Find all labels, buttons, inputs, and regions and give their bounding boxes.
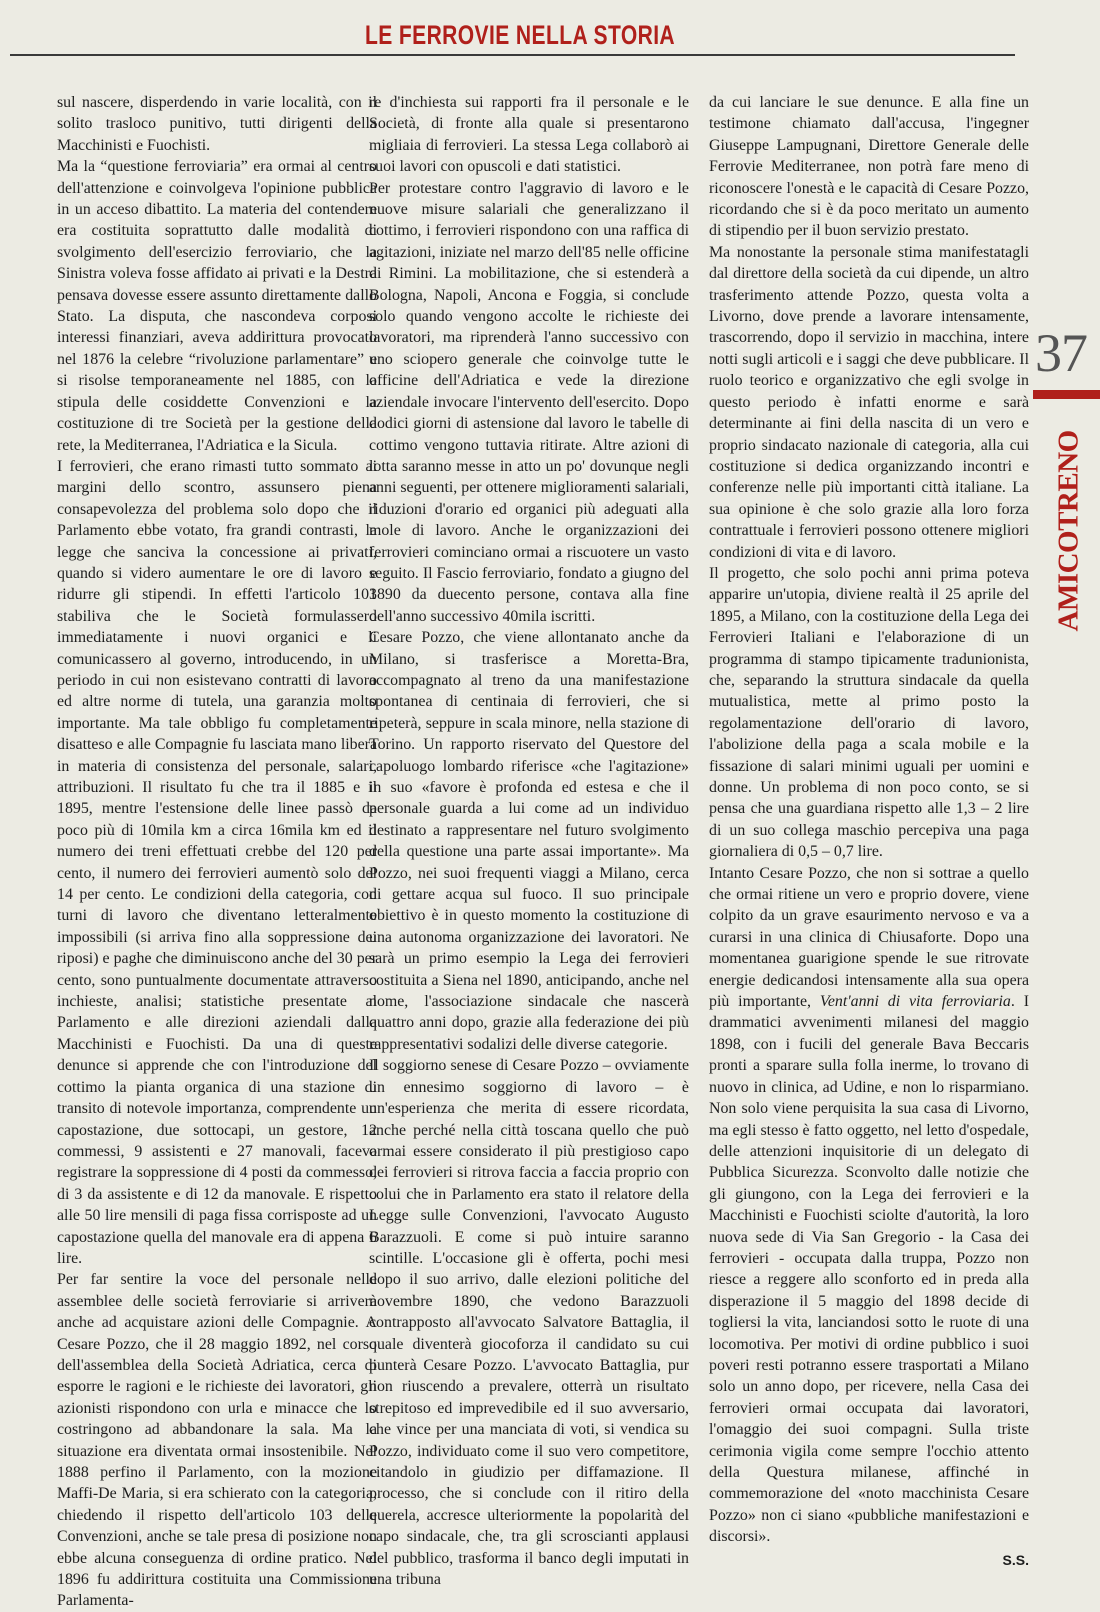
paragraph: Cesare Pozzo, che viene allontanato anche da Milano, si trasferisce a Moretta-Bra, accompagnato al treno da una manifestazione spontanea di centinaia di ferrovieri, che si ripeterà, seppure in scala minore, nella stazione di Torino. Un rapporto riservato del Questore del capoluogo lombardo riferisce «che l'agitazione» in suo «favore è profonda ed estesa e che il personale guarda a lui come ad un individuo destinato a rappresentare nel futuro svolgimento della questione una parte assai importante». Ma Pozzo, nei suoi frequenti viaggi a Milano, cerca di gettare acqua sul fuoco. Il suo principale obiettivo è in questo momento la costituzione di una autonoma organizzazione dei lavoratori. Ne sarà un primo esempio la Lega dei ferrovieri costituita a Siena nel 1890, anticipando, anche nel nome, l'associazione sindacale che nascerà quattro anni dopo, grazie alla federazione dei più rappresentativi sodalizi delle diverse categorie. xyxy=(369,629,689,1053)
paragraph: Il progetto, che solo pochi anni prima poteva apparire un'utopia, diviene realtà il 25 aprile del 1895, a Milano, con la costituzione della Lega dei Ferrovieri Italiani e l'elaborazione di un programma di stampo tipicamente tradunionista, che, separando la struttura sindacale da quella mutualistica, mette al primo posto la regolamentazione dell'orario di lavoro, l'abolizione della paga a scala mobile e la fissazione di salari minimi uguali per uomini e donne. Un problema di non poco conto, se si pensa che una guardiana rispetto alle 1,3 – 2 lire di un suo collega maschio percepiva una paga giornaliera di 0,5 – 0,7 lire. xyxy=(709,564,1029,861)
paragraph: re d'inchiesta sui rapporti fra il personale e le Società, di fronte alla quale si presentarono migliaia di ferrovieri. La stessa Lega collaborò ai suoi lavori con opuscoli e dati statistici. xyxy=(369,94,689,176)
book-title: Vent'anni di vita ferroviaria xyxy=(819,993,1011,1011)
paragraph: Intanto Cesare Pozzo, che non si sottrae a quello che ormai ritiene un vero e proprio dovere, viene colpito da un grave esaurimento nervoso e va a curarsi in una clinica di Chiusaforte. Dopo una momentanea guarigione spende le sue ritrovate energie dedicandosi intensamente alla sua opera più importante, Vent'anni di vita ferroviaria. I drammatici avvenimenti milanesi del maggio 1898, con i fucili del generale Bava Beccaris pronti a sparare sulla folla inerme, lo trovano di nuovo in clinica, ad Udine, e non lo risparmiano. Non solo viene perquisita la sua casa di Livorno, ma egli stesso è fatto oggetto, nel letto d'ospedale, delle attenzioni inquisitorie di un delegato di Pubblica Sicurezza. Sconvolto dalle notizie che gli giungono, con la Lega dei ferrovieri e la Macchinisti e Fuochisti sciolte d'autorità, la loro nuova sede di Via San Gregorio - la Casa dei ferrovieri - occupata dalla truppa, Pozzo non riesce a reggere allo sconforto ed in preda alla disperazione il 5 maggio del 1898 decide di togliersi la vita, lanciandosi sotto le ruote di una locomotiva. Per motivi di ordine pubblico i suoi poveri resti potranno essere trasportati a Milano solo un anno dopo, per ricevere, nella Casa dei ferrovieri ormai occupata dai lavoratori, l'omaggio dei suoi compagni. Sulla triste cerimonia vigila come sempre l'occhio attento della Questura milanese, affinché in commemorazione del «noto macchinista Cesare Pozzo» non ci siano «pubbliche manifestazioni e discorsi». xyxy=(709,864,1030,1546)
paragraph: sul nascere, disperdendo in varie località, con il solito trasloco punitivo, tutti dirigenti della Macchinisti e Fuochisti. xyxy=(57,94,377,154)
paragraph: Ma nonostante la personale stima manifestatagli dal direttore della società da cui dipende, un altro trasferimento attende Pozzo, questa volta a Livorno, dove prende a lavorare intensamente, trascorrendo, dopo il servizio in macchina, intere notti sugli articoli e i saggi che deve pubblicare. Il ruolo teorico e organizzativo che egli svolge in questo periodo è infatti enorme e sarà determinante ai fini della nascita di un vero e proprio sindacato nazionale di categoria, alla cui costituzione si dedica organizzando incontri e conferenze nelle più importanti città italiane. La sua opinione è che solo grazie alla loro forza contrattuale i ferrovieri possono ottenere migliori condizioni di vita e di lavoro. xyxy=(709,243,1029,561)
header-divider xyxy=(10,54,1015,56)
paragraph: I ferrovieri, che erano rimasti tutto sommato ai margini dello scontro, assunsero piena consapevolezza del problema solo dopo che il Parlamento ebbe votato, fra grandi contrasti, la legge che sanciva la concessione ai privati, quando si videro aumentare le ore di lavoro e ridurre gli stipendi. In effetti l'articolo 103 stabiliva che le Società formulassero immediatamente i nuovi organici e li comunicassero al governo, introducendo, in un periodo in cui non esistevano contratti di lavoro ed altre norme di tutela, una garanzia molto importante. Ma tale obbligo fu completamente disatteso e alle Compagnie fu lasciata mano libera in materia di consistenza del personale, salari, attribuzioni. Il risultato fu che tra il 1885 e il 1895, mentre l'estensione delle linee passò da poco più di 10mila km a circa 16mila km ed il numero dei treni effettuati crebbe del 120 per cento, il numero dei ferrovieri aumentò solo del 14 per cento. Le condizioni della categoria, con turni di lavoro che diventano letteralmente impossibili (si arriva fino alla soppressione dei riposi) e paghe che diminuiscono anche del 30 per cento, sono puntualmente documentate attraverso inchieste, analisi; statistiche presentate al Parlamento e alle direzioni aziendali dalla Macchinisti e Fuochisti. Da una di queste denunce si apprende che con l'introduzione del cottimo la pianta organica di una stazione di transito di notevole importanza, comprendente un capostazione, due sottocapi, un gestore, 12 commessi, 9 assistenti e 27 manovali, faceva registrare la soppressione di 4 posti da commesso, di 3 da assistente e di 12 da manovale. E rispetto alle 50 lire mensili di paga fissa corrisposte ad un capostazione quella del manovale era di appena 6 lire. xyxy=(57,457,377,1267)
article-column-3 xyxy=(709,92,1029,1571)
article-column-1 xyxy=(57,92,377,1612)
author-signature: S.S. xyxy=(1002,1551,1029,1568)
brand-label: AMICOTRENO xyxy=(1052,430,1085,632)
paragraph: Per far sentire la voce del personale nelle assemblee delle società ferroviarie si arriverà anche ad acquistare azioni delle Compagnie. A Cesare Pozzo, che il 28 maggio 1892, nel corso dell'assemblea della Società Adriatica, cerca di esporre le ragioni e le richieste dei lavoratori, gli azionisti rispondono con urla e minacce che lo costringono ad abbandonare la sala. Ma la situazione era diventata ormai insostenibile. Nel 1888 perfino il Parlamento, con la mozione Maffi-De Maria, si era schierato con la categoria, chiedendo il rispetto dell'articolo 103 delle Convenzioni, anche se tale presa di posizione non ebbe alcuna conseguenza di ordine pratico. Nel 1896 fu addirittura costituita una Commissione Parlamenta- xyxy=(57,1271,377,1610)
paragraph: Per protestare contro l'aggravio di lavoro e le nuove misure salariali che generalizzano il cottimo, i ferrovieri rispondono con una raffica di agitazioni, iniziate nel marzo dell'85 nelle officine di Rimini. La mobilitazione, che si estenderà a Bologna, Napoli, Ancona e Foggia, si conclude solo quando vengono accolte le richieste dei lavoratori, ma riprenderà l'anno successivo con uno sciopero generale che coinvolge tutte le officine dell'Adriatica e vede la direzione aziendale invocare l'intervento dell'esercito. Dopo dodici giorni di astensione dal lavoro le tabelle di cottimo vengono tuttavia ritirate. Altre azioni di lotta saranno messe in atto un po' dovunque negli anni seguenti, per ottenere miglioramenti salariali, riduzioni d'orario ed organici più adeguati alla mole di lavoro. Anche le organizzazioni dei ferrovieri cominciano ormai a riscuotere un vasto seguito. Il Fascio ferroviario, fondato a giugno del 1890 da duecento persone, contava alla fine dell'anno successivo 40mila iscritti. xyxy=(369,179,689,625)
page-number-rule xyxy=(1033,390,1100,399)
page-title: LE FERROVIE NELLA STORIA xyxy=(364,20,676,50)
paragraph: Ma la “questione ferroviaria” era ormai al centro dell'attenzione e coinvolgeva l'opinione pubblica in un acceso dibattito. La materia del contendere era costituita soprattutto dalle modalità di svolgimento dell'esercizio ferroviario, che la Sinistra voleva fosse affidato ai privati e la Destra pensava dovesse essere assunto direttamente dallo Stato. La disputa, che nascondeva corposi interessi finanziari, aveva addirittura provocato nel 1876 la celebre “rivoluzione parlamentare” e si risolse temporaneamente nel 1885, con la stipula delle cosiddette Convenzioni e la costituzione di tre Società per la gestione della rete, la Mediterranea, l'Adriatica e la Sicula. xyxy=(57,158,377,454)
paragraph: da cui lanciare le sue denunce. E alla fine un testimone chiamato dall'accusa, l'ingegner Giuseppe Lampugnani, Direttore Generale delle Ferrovie Mediterranee, non potrà fare meno di riconoscere l'onestà e le capacità di Cesare Pozzo, ricordando che si è da poco meritato un aumento di stipendio per il buon servizio prestato. xyxy=(709,94,1029,240)
article-column-2 xyxy=(369,92,689,1590)
paragraph: Il soggiorno senese di Cesare Pozzo – ovviamente un ennesimo soggiorno di lavoro – è un'esperienza che merita di essere ricordata, anche perché nella città toscana quello che può ormai essere considerato il più prestigioso capo dei ferrovieri si ritrova faccia a faccia proprio con colui che in Parlamento era stato il relatore della Legge sulle Convenzioni, l'avvocato Augusto Barazzuoli. E come si può intuire saranno scintille. L'occasione gli è offerta, pochi mesi dopo il suo arrivo, dalle elezioni politiche del novembre 1890, che vedono Barazzuoli contrapposto all'avvocato Salvatore Battaglia, il quale diventerà giocoforza il candidato su cui punterà Cesare Pozzo. L'avvocato Battaglia, pur non riuscendo a prevalere, otterrà un risultato strepitoso ed imprevedibile ed il suo avversario, che vince per una manciata di voti, si vendica su Pozzo, individuato come il suo vero competitore, citandolo in giudizio per diffamazione. Il processo, che si conclude con il ritiro della querela, accresce ulteriormente la popolarità del capo sindacale, che, tra gli scroscianti applausi del pubblico, trasforma il banco degli imputati in una tribuna xyxy=(369,1057,689,1589)
page-number: 37 xyxy=(1035,323,1087,383)
